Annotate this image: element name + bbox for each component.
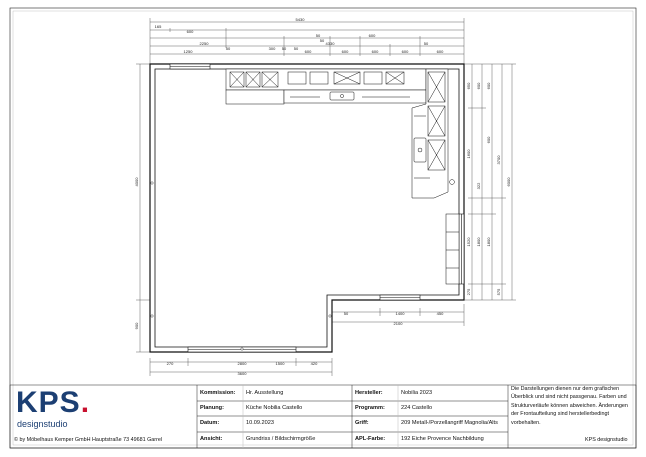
label-apl-farbe: APL-Farbe: — [355, 436, 386, 442]
dim-top-row1-0: 165 — [154, 24, 162, 29]
logo-dot: . — [80, 386, 90, 419]
value-kommission: Hr. Ausstellung — [246, 390, 284, 396]
label-hersteller: Hersteller: — [355, 390, 383, 396]
dim-right-c1-2: 1520 — [466, 237, 471, 247]
window-bottom-right — [380, 295, 420, 300]
dim-top-row4-2: 300 — [268, 46, 276, 51]
dim-left-upper: 4000 — [134, 177, 139, 187]
dim-right-c2-0: 600 — [476, 82, 481, 90]
dim-top-row4-1: 50 — [225, 46, 231, 51]
dim-top-row4-7: 600 — [401, 49, 409, 54]
disclaimer: Die Darstellungen dienen nur dem grafischen Überblick und sind nicht passgenau. Farben und Strukturverläufe können abweichen. Änderungen der Frontaufteilung sind herstellerbedingt vorbehalten. — [511, 386, 628, 426]
label-griff: Griff: — [355, 420, 369, 426]
dim-top-overall: 5430 — [295, 17, 305, 22]
dim-bottom-w0: 270 — [166, 361, 174, 366]
dim-top-row4-3: 50 — [281, 46, 287, 51]
dim-top-row5-1: 50 — [319, 38, 325, 43]
dim-bottom-w3: 420 — [310, 361, 318, 366]
dim-top-row4-6: 600 — [371, 49, 379, 54]
dim-top-row5-0: 50 — [293, 46, 299, 51]
dim-inner-0: 50 — [343, 311, 349, 316]
dim-right-c1-3: 275 — [466, 288, 471, 296]
value-griff: 209 Metall-/Porzellangriff Magnolia/Alts — [401, 420, 498, 426]
label-programm: Programm: — [355, 405, 385, 411]
logo-subtitle: designstudio — [17, 419, 68, 429]
window-top-left — [170, 64, 210, 69]
dim-top-row4-8: 600 — [436, 49, 444, 54]
dim-top-row3-0: 2250 — [199, 41, 209, 46]
label-planung: Planung: — [200, 405, 224, 411]
dim-right-c2-1: 322 — [476, 182, 481, 190]
value-programm: 224 Castello — [401, 405, 433, 411]
dim-left-lower: 900 — [134, 322, 139, 330]
value-apl-farbe: 192 Eiche Provence Nachbildung — [401, 436, 484, 442]
window-right — [459, 214, 464, 284]
kitchen-top-run — [226, 69, 426, 104]
dim-top-row3-2: 50 — [423, 41, 429, 46]
dim-right-c1-1: 1600 — [466, 149, 471, 159]
dim-right-c2-2: 1800 — [476, 237, 481, 247]
dim-right-c1-0: 650 — [466, 82, 471, 90]
dim-top-row2-1: 50 — [315, 33, 321, 38]
footer-brand: KPS designstudio — [585, 437, 628, 443]
dim-bottom-overall: 3600 — [237, 371, 247, 376]
dim-top-row4-0: 1250 — [183, 49, 193, 54]
dim-inner-total: 2100 — [393, 321, 403, 326]
value-planung: Küche Nobilia Castello — [246, 405, 303, 411]
label-ansicht: Ansicht: — [200, 436, 223, 442]
label-datum: Datum: — [200, 420, 220, 426]
dim-top-row2-2: 600 — [368, 33, 376, 38]
dim-top-row4-4: 600 — [304, 49, 312, 54]
value-ansicht: Grundriss / Bildschirmgröße — [246, 436, 316, 442]
dim-right-c3-2: 1800 — [486, 237, 491, 247]
dim-right-overall: 6000 — [506, 177, 511, 187]
value-hersteller: Nobilia 2023 — [401, 390, 433, 396]
wall-markers — [151, 182, 331, 350]
dim-top-row4-5: 600 — [341, 49, 349, 54]
logo — [16, 388, 89, 418]
dim-bottom-w2: 1500 — [275, 361, 285, 366]
tall-cabinet-right — [446, 214, 459, 284]
dim-bottom-w1: 2800 — [237, 361, 247, 366]
dim-right-c3-0: 600 — [486, 82, 491, 90]
value-datum: 10.09.2023 — [246, 420, 274, 426]
dim-inner-1: 1400 — [395, 311, 405, 316]
label-kommission: Kommission: — [200, 390, 236, 396]
dim-top-row3-1: 4330 — [325, 41, 335, 46]
dim-inner-2: 450 — [436, 311, 444, 316]
dim-top-row2-0: 600 — [186, 29, 194, 34]
dim-right-c4-1: 575 — [496, 288, 501, 296]
dim-right-c3-1: 600 — [486, 136, 491, 144]
logo-text: KPS — [16, 386, 81, 419]
copyright: © by Möbelhaus Kemper GmbH Hauptstraße 73 49681 Garrel — [14, 437, 163, 443]
dim-right-c4-0: 3700 — [496, 155, 501, 165]
